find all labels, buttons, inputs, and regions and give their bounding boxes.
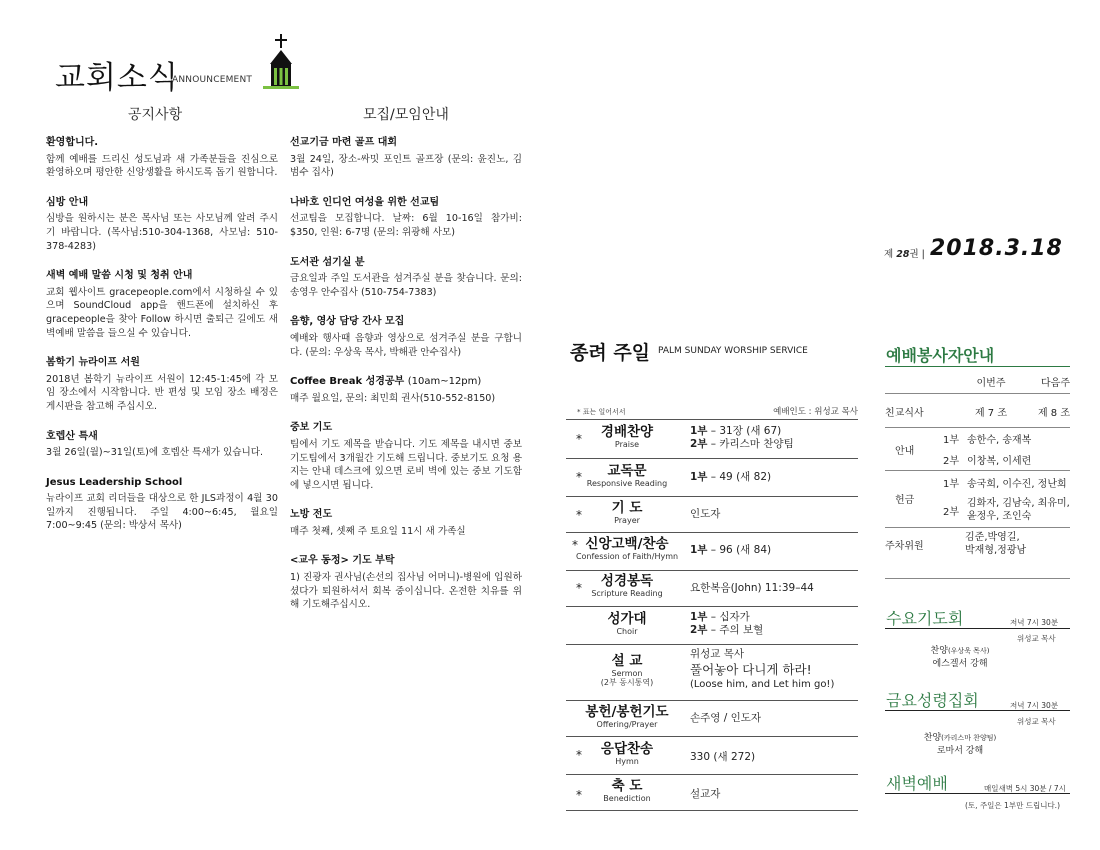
recruit-column — [290, 136, 522, 628]
helpers-title: 예배봉사자안내 — [886, 346, 995, 365]
worship-item — [566, 646, 858, 700]
page-title: 교회소식 — [55, 60, 179, 96]
article-title: 봄학기 뉴라이프 서원 — [46, 357, 140, 369]
article-body: 금요일과 주일 도서관을 섬겨주실 분을 찾습니다. 문의: 송영우 안수집사 (510-754-7383) — [290, 273, 522, 298]
item-korean: 성가대 — [607, 611, 647, 627]
worship-item-label — [572, 464, 682, 488]
item-english: Confession of Faith/Hymn — [575, 552, 679, 561]
worship-item-label — [572, 501, 682, 525]
part-text: 요한복음(John) 11:39–44 — [690, 582, 814, 594]
volume-suffix: 권 | — [909, 249, 925, 260]
article-title: 도서관 섬기실 분 — [290, 256, 365, 268]
names — [963, 494, 1070, 526]
divider — [566, 419, 858, 420]
article — [46, 430, 278, 460]
wednesday-title: 수요기도회 — [886, 609, 964, 628]
part-text: – 31장 (새 67) — [707, 425, 782, 437]
article-title-extra: (10am~12pm) — [407, 376, 482, 388]
article — [290, 554, 522, 611]
names-line: 김화자, 김남숙, 최유미, — [967, 498, 1070, 509]
worship-item — [566, 460, 858, 496]
table-header-row — [885, 368, 1070, 394]
standing-mark: * — [572, 538, 578, 552]
row-label: 주차위원 — [885, 540, 924, 552]
worship-item-label — [572, 654, 682, 687]
worship-item — [566, 498, 858, 532]
worship-item-label — [572, 742, 682, 766]
part-text: 인도자 — [690, 508, 721, 520]
item-korean: 봉헌/봉헌기도 — [585, 704, 669, 720]
article — [46, 476, 278, 533]
article-title-text: Coffee Break 성경공부 — [290, 376, 405, 388]
worship-leader: 예배인도 : 위성교 목사 — [773, 407, 858, 417]
next-week-value: 제 8 조 — [1037, 407, 1070, 419]
volume-label — [884, 246, 925, 260]
item-english: Prayer — [614, 516, 640, 525]
preacher: 위성교 목사 — [690, 648, 745, 660]
article-body: 매주 첫째, 셋째 주 토요일 11시 새 가족실 — [290, 525, 466, 537]
part-label: 1부 — [690, 544, 708, 556]
article — [290, 256, 522, 300]
part-text: – 카리스마 찬양팀 — [707, 438, 794, 450]
article-title: 환영합니다. — [46, 137, 99, 148]
article-body: 3월 24일, 장소-싸밋 포인트 골프장 (문의: 윤진노, 김범수 집사) — [290, 153, 522, 179]
article-title: 음향, 영상 담당 간사 모집 — [290, 316, 405, 328]
part-label: 2부 — [690, 624, 708, 636]
standing-mark: * — [576, 432, 582, 446]
item-korean: 성경봉독 — [600, 573, 654, 589]
item-detail — [690, 788, 720, 801]
issue-date: 2018.3.18 — [930, 236, 1063, 261]
article-title — [290, 375, 522, 389]
standing-mark: * — [576, 508, 582, 522]
divider — [566, 700, 858, 701]
names-line: 윤정우, 조인숙 — [967, 511, 1032, 522]
names — [943, 526, 1070, 562]
divider — [885, 393, 1070, 394]
names: 송한수, 송재복 — [967, 435, 1032, 446]
item-english: Hymn — [615, 757, 639, 766]
worship-item — [566, 776, 858, 810]
item-english: Sermon — [611, 669, 643, 678]
worship-item-label — [572, 705, 682, 729]
article-body: 교회 웹사이트 gracepeople.com에서 시청하실 수 있으며 SoundCloud app을 핸드폰에 설치하신 후 gracepeople을 찾아 Follow 하시면 출퇴근 길에도 새벽예배 말씀을 들으실 수 있습니다. — [46, 286, 278, 339]
article-body: 팀에서 기도 제목을 받습니다. 기도 제목을 내시면 중보 기도팀에서 3개월간 기도해 드립니다. 중보기도 요청 용지는 안내 데스크에 있으면 로비 벽에 있는 중보 기도함에 넣으시면 됩니다. — [290, 438, 522, 491]
article — [290, 196, 522, 240]
item-english: Offering/Prayer — [596, 720, 658, 729]
standing-mark: * — [576, 788, 582, 802]
row-label: 헌금 — [895, 494, 915, 506]
divider — [885, 527, 1070, 528]
volume-number: 28 — [896, 249, 910, 260]
divider — [566, 644, 858, 645]
part-text: – 96 (새 84) — [707, 544, 772, 556]
article-title: <교우 동정> 기도 부탁 — [290, 555, 395, 567]
divider — [885, 628, 1070, 629]
item-english: Responsive Reading — [586, 479, 668, 488]
article-title: 새벽 예배 말씀 시청 및 청취 안내 — [46, 270, 193, 282]
article — [290, 136, 522, 180]
part-text: 손주영 / 인도자 — [690, 712, 762, 724]
article-body: 3월 26일(월)~31일(토)에 호렙산 특새가 있습니다. — [46, 447, 264, 459]
article — [46, 269, 278, 340]
item-korean: 경배찬양 — [600, 424, 654, 440]
standing-note: * 표는 일어서서 — [577, 408, 626, 416]
names: 송국희, 이수진, 정난희 — [967, 478, 1067, 490]
worship-item — [566, 608, 858, 644]
article-title: 중보 기도 — [290, 422, 333, 434]
article — [290, 375, 522, 405]
worship-item-label — [572, 425, 682, 449]
friday-time: 저녁 7시 30분 — [1010, 701, 1059, 710]
item-english: Scripture Reading — [591, 589, 663, 598]
standing-mark: * — [576, 470, 582, 484]
worship-title-english: PALM SUNDAY WORSHIP SERVICE — [658, 346, 808, 356]
item-korean: 교독문 — [607, 463, 647, 479]
part-label: 2부 — [943, 456, 960, 467]
article-body: 심방을 원하시는 분은 목사님 또는 사모님께 알려 주시기 바랍니다. (목사님:510-304-1368, 사모님: 510-378-4283) — [46, 213, 278, 252]
item-detail — [690, 582, 814, 595]
item-detail — [690, 751, 755, 764]
divider — [566, 570, 858, 571]
divider — [566, 774, 858, 775]
worship-title: 종려 주일 — [570, 342, 651, 364]
row-label: 안내 — [895, 445, 915, 457]
divider — [885, 470, 1070, 471]
friday-title: 금요성령집회 — [886, 691, 979, 710]
helpers-table — [885, 368, 1070, 562]
item-korean: 설 교 — [611, 653, 643, 669]
part-label: 1부 — [690, 425, 708, 437]
praise-leader: (카리스마 찬양팀) — [941, 734, 997, 742]
item-detail — [690, 712, 761, 725]
item-korean: 축 도 — [611, 778, 643, 794]
names: 이창복, 이세련 — [967, 456, 1032, 467]
part-text: – 십자가 — [707, 611, 750, 623]
dawn-title: 새벽예배 — [886, 774, 948, 793]
friday-detail — [900, 732, 1020, 758]
article-body: 함께 예배를 드리신 성도님과 새 가족분들을 진심으로 환영하오며 평안한 신앙생활을 하시도록 돕기 원합니다. — [46, 153, 278, 179]
worship-item — [566, 738, 858, 774]
article-title: 선교기금 마련 골프 대회 — [290, 137, 398, 148]
item-detail — [690, 471, 771, 484]
article — [290, 508, 522, 538]
item-korean: 신앙고백/찬송 — [585, 536, 669, 552]
part-label: 2부 — [690, 438, 708, 450]
item-detail — [690, 508, 720, 521]
worship-item — [566, 572, 858, 606]
item-english: Praise — [614, 440, 640, 449]
divider — [566, 810, 858, 811]
article — [290, 421, 522, 492]
part-text: 설교자 — [690, 788, 721, 800]
row-label: 친교식사 — [885, 407, 924, 419]
article — [46, 356, 278, 413]
study-topic: 로마서 강해 — [936, 746, 984, 756]
item-korean: 기 도 — [611, 500, 643, 516]
part-label: 1부 — [943, 478, 960, 490]
this-week-value: 제 7 조 — [974, 407, 1008, 419]
article-title: Jesus Leadership School — [46, 476, 183, 488]
part-text: 330 (새 272) — [690, 751, 756, 763]
study-topic: 에스겔서 강해 — [932, 659, 988, 669]
praise-label: 찬양 — [923, 733, 942, 743]
article — [46, 196, 278, 253]
recruit-heading: 모집/모임안내 — [363, 107, 449, 123]
item-detail — [690, 611, 763, 637]
article-body: 예배와 행사때 음향과 영상으로 섬겨주실 분을 구합니다. (문의: 우상욱 목사, 박해관 안수집사) — [290, 332, 522, 358]
divider — [566, 496, 858, 497]
part-label: 1부 — [943, 435, 960, 446]
worship-item — [566, 534, 858, 570]
col-this-week: 이번주 — [976, 377, 1006, 389]
dawn-time: 매일새벽 5시 30분 / 7시 — [984, 784, 1066, 793]
divider — [885, 578, 1070, 579]
part-label: 1부 — [690, 611, 708, 623]
dawn-note: (토, 주일은 1부만 드립니다.) — [965, 801, 1060, 810]
wednesday-time: 저녁 7시 30분 — [1010, 618, 1059, 627]
article-title: 노방 전도 — [290, 509, 333, 521]
standing-mark: * — [576, 581, 582, 595]
standing-mark: * — [576, 748, 582, 762]
worship-item — [566, 702, 858, 736]
article-title: 호렙산 특새 — [46, 430, 98, 442]
worship-item-label — [572, 574, 682, 598]
worship-item-label — [572, 537, 682, 561]
article — [290, 315, 522, 359]
article-title: 심방 안내 — [46, 196, 89, 208]
item-detail — [690, 425, 794, 451]
table-row — [885, 394, 1070, 428]
names-line: 김준,박영길, — [965, 532, 1020, 543]
praise-label: 찬양 — [930, 646, 948, 656]
sermon-title-english: (Loose him, and Let him go!) — [690, 679, 835, 690]
col-next-week: 다음주 — [1041, 377, 1070, 389]
wednesday-detail — [905, 645, 1015, 671]
item-interpretation-note: (2부 동시통역) — [600, 678, 654, 687]
article-body: 1) 진광자 권사님(손선의 집사님 어머니)-병원에 입원하셨다가 퇴원하셔서 회복 중이십니다. 온전한 치유를 위해 기도해주십시오. — [290, 572, 522, 611]
divider — [566, 458, 858, 459]
article-body: 2018년 봄학기 뉴라이프 서원이 12:45-1:45에 각 모임 장소에서 시작합니다. 반 편성 및 모임 장소 배정은 게시판을 참고해 주십시오. — [46, 373, 278, 412]
table-row — [885, 470, 1070, 494]
part-text: – 49 (새 82) — [707, 471, 772, 483]
friday-leader: 위성교 목사 — [1017, 717, 1056, 726]
worship-item-label — [572, 779, 682, 803]
notice-column — [46, 136, 278, 549]
part-label: 1부 — [690, 471, 708, 483]
item-english: Benediction — [603, 794, 651, 803]
part-text: – 주의 보혈 — [707, 624, 764, 636]
item-detail — [690, 544, 771, 557]
table-row — [885, 428, 1070, 449]
wednesday-leader: 위성교 목사 — [1017, 634, 1056, 643]
divider — [566, 532, 858, 533]
divider — [566, 606, 858, 607]
sermon-title: 풀어놓아 다니게 하라! — [690, 662, 812, 677]
article — [46, 136, 278, 180]
divider — [566, 736, 858, 737]
notice-heading: 공지사항 — [128, 107, 183, 123]
church-building-icon — [262, 32, 300, 90]
article-body: 선교팀을 모집합니다. 날짜: 6월 10-16일 참가비: $350, 인원: 6-7명 (문의: 위광해 사모) — [290, 213, 522, 238]
page-title-english: ANNOUNCEMENT — [172, 75, 253, 85]
names-line: 박재형,정광남 — [965, 545, 1027, 556]
praise-leader: (우상욱 목사) — [947, 647, 990, 655]
article-body: 뉴라이프 교회 리더들을 대상으로 한 JLS과정이 4월 30일까지 진행됩니다. 주일 4:00~6:45, 월요일 7:00~9:45 (문의: 박상서 목사) — [46, 493, 278, 532]
item-detail — [690, 648, 834, 691]
divider — [885, 366, 1070, 367]
item-english: Choir — [616, 627, 638, 636]
item-korean: 응답찬송 — [600, 741, 654, 757]
volume-prefix: 제 — [884, 249, 894, 260]
table-row — [885, 526, 1070, 562]
worship-item-label — [572, 612, 682, 636]
part-label: 2부 — [943, 506, 960, 518]
article-body: 매주 월요일, 문의: 최민희 권사(510-552-8150) — [290, 392, 496, 404]
article-title: 나바호 인디언 여성을 위한 선교팀 — [290, 196, 440, 208]
worship-item — [566, 422, 858, 458]
divider — [885, 427, 1070, 428]
